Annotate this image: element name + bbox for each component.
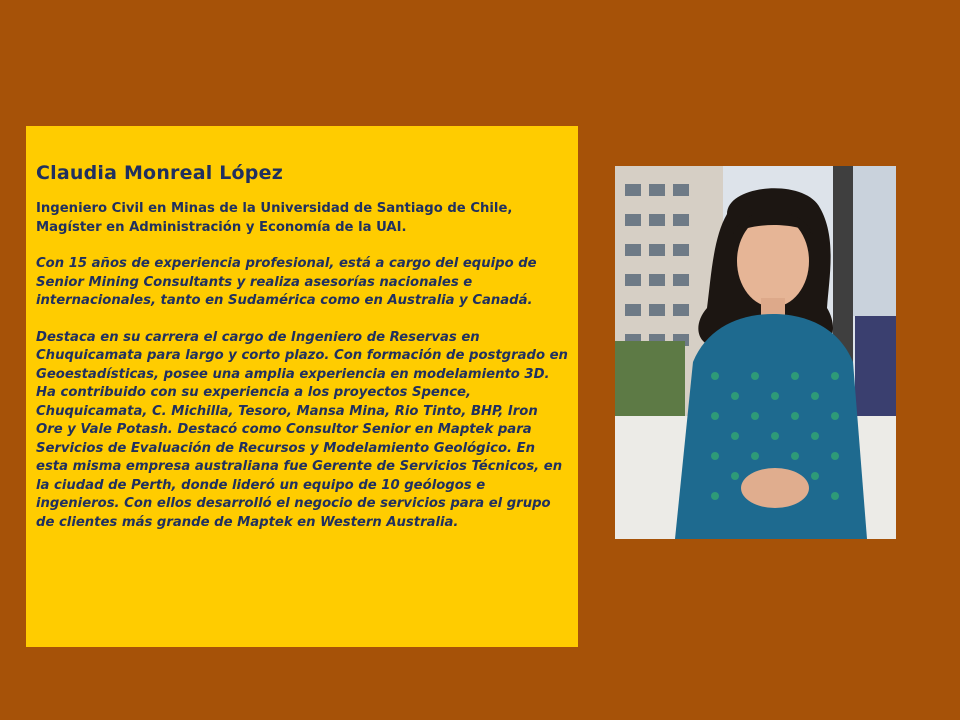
credentials-text: Ingeniero Civil en Minas de la Universidad de Santiago de Chile, Magíster en Administración y Economía de la UAI.	[36, 201, 513, 235]
career-text: Destaca en su carrera el cargo de Ingeniero de Reservas en Chuquicamata para largo y corto plazo. Con formación de postgrado en Geoestadísticas, posee una amplia experiencia en modelamiento 3D. Ha contribuido con su experiencia a los proyectos Spence, Chuquicamata, C. Michilla, Tesoro, Mansa Mina, Rio Tinto, BHP, Iron Ore y Vale Potash. Destacó como Consultor Senior en Maptek para Servicios de Evaluación de Recursos y Modelamiento Geológico. En esta misma empresa australiana fue Gerente de Servicios Técnicos, en la ciudad de Perth, donde lideró un equipo de 10 geólogos e ingenieros. Con ellos desarrolló el negocio de servicios para el grupo de clientes más grande de Maptek en Western Australia.	[36, 329, 568, 530]
experience-text: Con 15 años de experiencia profesional, está a cargo del equipo de Senior Mining Consultants y realiza asesorías nacionales e internacionales, tanto en Sudamérica como en Australia y Canadá.	[36, 256, 537, 308]
bio-panel	[26, 126, 578, 647]
portrait-photo	[615, 166, 896, 539]
person-name: Claudia Monreal López	[36, 162, 283, 184]
